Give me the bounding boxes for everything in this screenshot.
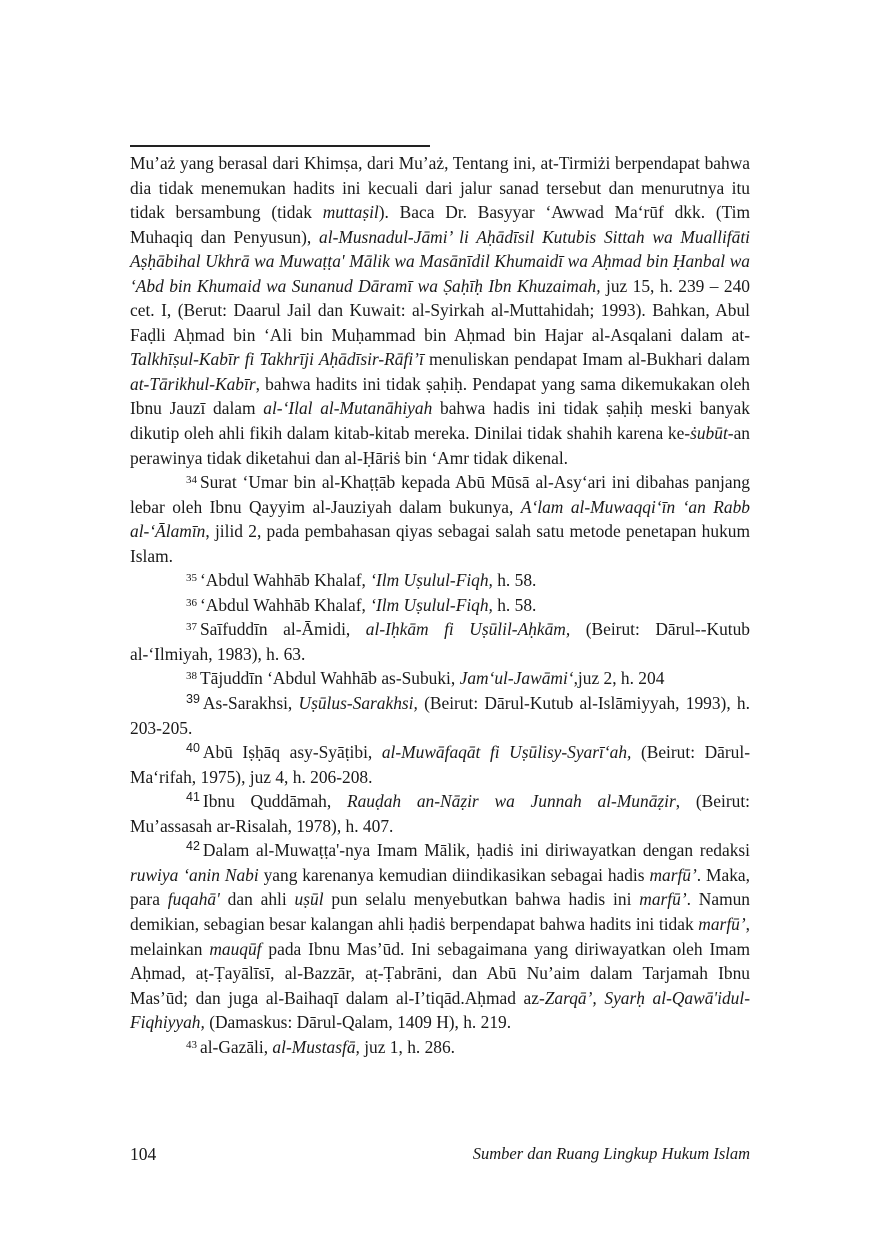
- footnote-text: Dalam al-Muwaṭṭa'-nya Imam Mālik, ḥadiṡ ini diriwayatkan dengan redaksi: [202, 840, 750, 861]
- footnote-text: Ibnu Quddāmah,: [202, 791, 347, 812]
- italic-title-text: ‘Ilm Uṣulul-Fiqh,: [370, 570, 493, 591]
- italic-title-text: mauqūf: [209, 938, 262, 959]
- footnote-text: . Namun demikian, sebagian besar kalangan ahli ḥadiṡ berpendapat bahwa hadits ini tidak: [130, 889, 750, 934]
- footnote-text: juz 15, h. 239 – 240 cet. I, (Berut: Daarul Jail dan Kuwait: al-Syirkah al-Muttahidah; 1993). Bahkan, Abul Faḍli Aḥmad bin ‘Ali bin Muḥammad bin Aḥmad bin Hajar al-Asqalani dalam at-: [130, 275, 750, 345]
- footnote-text: Abū Iṣḥāq asy-Syāṭibi,: [202, 742, 382, 763]
- footnote-text: As-Sarakhsi,: [202, 693, 299, 714]
- footnote-text: (Beirut: Dārul-Ma‘rifah, 1975), juz 4, h. 206-208.: [130, 742, 750, 787]
- footnote-text: (Beirut: Dārul--Kutub al-‘Ilmiyah, 1983), h. 63.: [130, 619, 750, 664]
- italic-title-text: at-Tārikhul-Kabīr: [130, 373, 256, 394]
- italic-title-text: A‘lam al-Muwaqqi‘īn ‘an Rabb al-‘Ālamīn: [130, 496, 750, 542]
- italic-title-text: ‘Ilm Uṣulul-Fiqh,: [370, 594, 493, 615]
- footnote-text: (Damaskus: Dārul-Qalam, 1409 H), h. 219.: [204, 1012, 512, 1033]
- italic-title-text: al-Musnadul-Jāmi’ li Aḥādīsil Kutubis Sittah wa Muallifāti Aṣḥābihal Ukhrā wa Muwaṭṭa' Mālik wa Masānīdil Khumaidī wa Aḥmad bin Ḥanbal wa ‘Abd bin Khumaid wa Sunanud Dāramī wa Ṣaḥīḥ Ibn Khuzaimah,: [130, 226, 750, 296]
- footnote-text: pun selalu menyebutkan bahwa hadis ini: [323, 889, 640, 910]
- footnote-text: h. 58.: [492, 570, 537, 591]
- footnote: [130, 740, 750, 789]
- footnote-number: 40: [186, 741, 200, 756]
- footnote: [130, 1035, 750, 1060]
- footnote-text: (Beirut: Dārul-Kutub al-Islāmiyyah, 1993), h. 203-205.: [130, 693, 750, 738]
- footnote-text: bahwa hadis ini tidak ṣaḥiḥ meski banyak dikutip oleh ahli fikih dalam kitab-kitab mereka. Dinilai tidak shahih karena ke-: [130, 398, 750, 444]
- footnote-text: , bahwa hadits ini tidak ṣaḥiḥ. Pendapat yang sama dikemukakan oleh Ibnu Jauzī dalam: [130, 373, 750, 419]
- italic-title-text: Jam‘ul-Jawāmi‘: [459, 668, 574, 689]
- footnote-number: 34: [186, 474, 197, 487]
- footnote-number: 38: [186, 670, 197, 683]
- footnote-text: ‘Abdul Wahhāb Khalaf,: [200, 570, 371, 591]
- footnote-number: 35: [186, 572, 197, 585]
- footnote-text: ‘Abdul Wahhāb Khalaf,: [200, 594, 371, 615]
- footnote: [130, 151, 750, 470]
- footnote-number: 36: [186, 596, 197, 609]
- italic-title-text: ruwiya ‘anin Nabi: [130, 864, 259, 885]
- footnote: [130, 666, 750, 691]
- footnote-text: ,juz 2, h. 204: [573, 668, 665, 689]
- running-title: Sumber dan Ruang Lingkup Hukum Islam: [472, 1144, 750, 1163]
- page-number: 104: [130, 1144, 157, 1164]
- footnote-text: h. 58.: [492, 594, 537, 615]
- italic-title-text: al-Muwāfaqāt fi Uṣūlisy-Syarī‘ah,: [381, 742, 632, 763]
- italic-title-text: muttaṣil: [322, 202, 379, 223]
- footnote-text: . Maka, para: [130, 864, 750, 910]
- footnote-number: 41: [186, 790, 200, 805]
- italic-title-text: Rauḍah an-Nāẓir wa Junnah al-Munāẓir: [346, 791, 676, 812]
- footnote: [130, 838, 750, 1034]
- footnote: [130, 593, 750, 618]
- footnote-text: juz 1, h. 286.: [359, 1036, 456, 1057]
- footnote-number: 43: [186, 1038, 197, 1051]
- footnote: [130, 617, 750, 666]
- italic-title-text: al-Iḥkām fi Uṣūlil-Aḥkām,: [365, 619, 571, 640]
- footnote-text: -an perawinya tidak diketahui dan al-Ḥāriṡ bin ‘Amr tidak dikenal.: [130, 423, 750, 468]
- footnote-text: Mu’aż yang berasal dari Khimṣa, dari Mu’aż, Tentang ini, at-Tirmiżi berpendapat bahwa dia tidak menemukan hadits ini kecuali dari jalur sanad tersebut dan menurutnya itu tidak bersambung (tidak: [130, 153, 750, 223]
- footnote-separator-rule: [130, 145, 430, 147]
- footnote-text: al-Gazāli,: [200, 1036, 273, 1057]
- italic-title-text: Zarqā’, Syarḥ al-Qawā'idul-Fiqhiyyah,: [130, 987, 750, 1033]
- italic-title-text: ṡubūt: [690, 423, 728, 444]
- footnote-text: , melainkan: [130, 913, 750, 959]
- footnote-text: menuliskan pendapat Imam al-Bukhari dalam: [423, 349, 750, 370]
- footnote-text: , jilid 2, pada pembahasan qiyas sebagai salah satu metode penetapan hukum Islam.: [130, 521, 750, 566]
- footnote-text: yang karenanya kemudian diindikasikan sebagai hadis: [258, 864, 650, 885]
- footnote-text: Saīfuddīn al-Āmidi,: [200, 619, 366, 640]
- italic-title-text: marfū’: [698, 913, 746, 934]
- footnote-text: pada Ibnu Mas’ūd. Ini sebagaimana yang diriwayatkan oleh Imam Aḥmad, aṭ-Ṭayālīsī, al-Bazzār, aṭ-Ṭabrāni, dan Abū Nu’aim dalam Tarjamah Ibnu Mas’ūd; dan juga al-Baihaqī dalam al-I’tiqād.Aḥmad az-: [130, 938, 751, 1008]
- italic-title-text: marfū’: [639, 889, 687, 910]
- page-footer: [130, 1144, 750, 1165]
- footnote-text: ). Baca Dr. Basyyar ‘Awwad Ma‘rūf dkk. (Tim Muhaqiq dan Penyusun),: [130, 202, 750, 247]
- italic-title-text: fuqahā': [167, 889, 220, 910]
- footnote-number: 37: [186, 621, 197, 634]
- footnote-text: dan ahli: [219, 889, 295, 910]
- italic-title-text: uṣūl: [294, 889, 324, 910]
- italic-title-text: marfū’: [649, 864, 697, 885]
- footnote: [130, 470, 750, 568]
- footnote-number: 39: [186, 692, 200, 707]
- footnote-text: Tājuddīn ‘Abdul Wahhāb as-Subuki,: [200, 668, 460, 689]
- italic-title-text: Talkhīṣul-Kabīr fi Takhrīji Aḥādīsir-Rāfi’ī: [130, 349, 424, 370]
- footnote-number: 42: [186, 839, 200, 854]
- italic-title-text: Uṣūlus-Sarakhsi,: [298, 693, 418, 714]
- italic-title-text: al-Mustasfā,: [272, 1036, 360, 1057]
- footnote: [130, 691, 750, 740]
- footnote-text: , (Beirut: Mu’assasah ar-Risalah, 1978), h. 407.: [130, 791, 750, 836]
- footnote: [130, 568, 750, 593]
- footnotes-section: [130, 151, 750, 1059]
- footnote-text: Surat ‘Umar bin al-Khaṭṭāb kepada Abū Mūsā al-Asy‘ari ini dibahas panjang lebar oleh Ibnu Qayyim al-Jauziyah dalam bukunya,: [130, 472, 750, 517]
- footnote: [130, 789, 750, 838]
- italic-title-text: al-‘Ilal al-Mutanāhiyah: [263, 398, 433, 419]
